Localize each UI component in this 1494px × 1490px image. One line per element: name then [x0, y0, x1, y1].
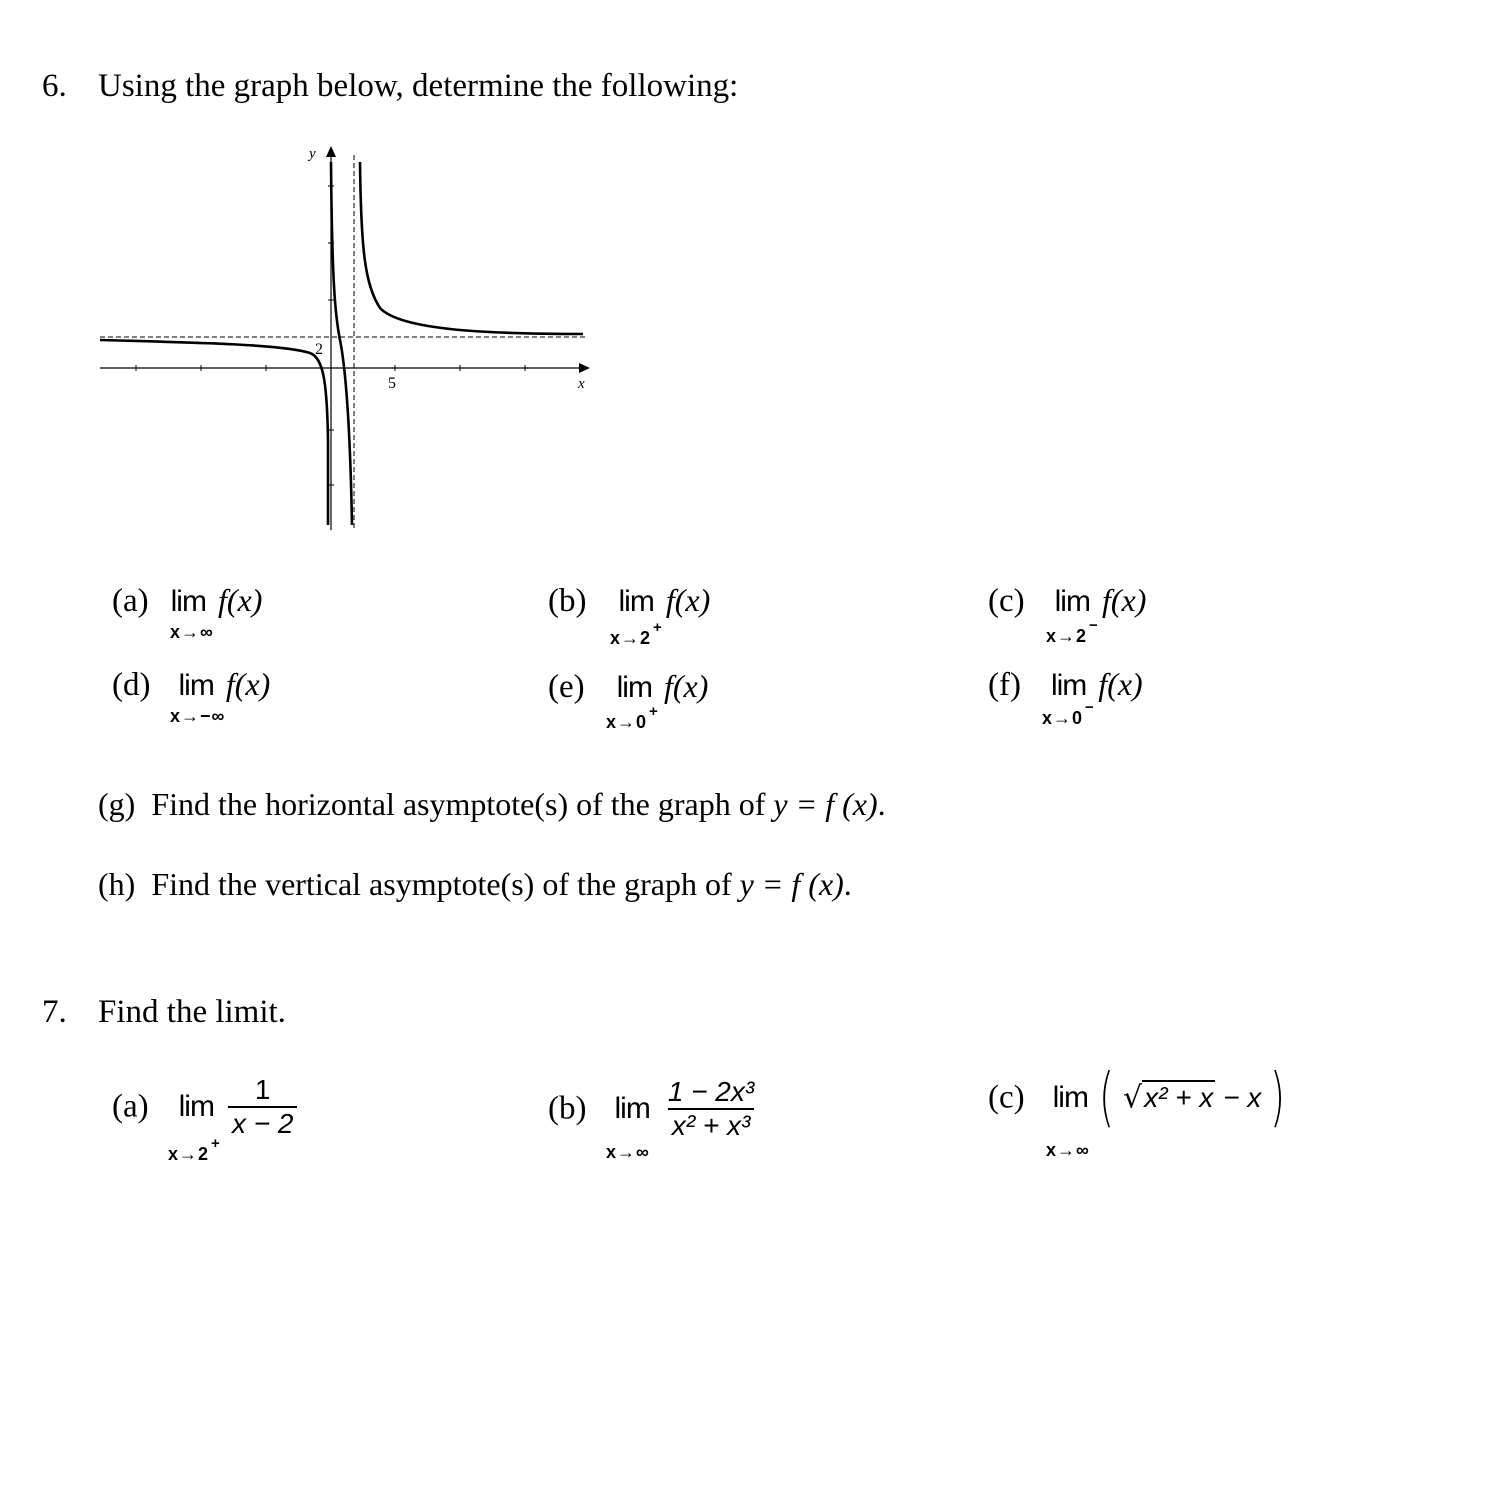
q7-part-a — [112, 1074, 297, 1140]
denominator: x² + x³ — [668, 1108, 755, 1142]
lim-word: lim — [1054, 585, 1090, 618]
q6-part-f-approach: x→0− — [1042, 699, 1095, 728]
q6-part-h: (h) Find the vertical asymptote(s) of the graph of y = f (x). — [98, 866, 852, 902]
function-notation: f(x) — [1098, 666, 1143, 702]
question-7-number: 7. — [42, 994, 67, 1030]
y-axis-label: y — [309, 146, 316, 162]
fraction — [228, 1074, 297, 1140]
lim-word: lim — [170, 585, 206, 618]
part-label: (g) — [98, 786, 136, 822]
part-h-text: Find the vertical asymptote(s) of the graph of — [151, 866, 740, 902]
q7-part-c-approach: x→∞ — [1046, 1140, 1090, 1160]
q6-part-e-approach: x→0+ — [606, 703, 659, 732]
q7-part-b-approach: x→∞ — [606, 1142, 650, 1162]
lim-word: lim — [614, 1092, 650, 1125]
q6-part-d — [112, 666, 270, 704]
part-label: (a) — [112, 583, 149, 619]
lim-word: lim — [618, 585, 654, 618]
middle-branch-curve — [331, 162, 352, 525]
x-tick-label: 5 — [388, 375, 396, 392]
part-g-math: y = f (x) — [773, 786, 878, 822]
question-7-prompt: Find the limit. — [98, 994, 286, 1030]
part-label: (b) — [548, 583, 587, 619]
q6-part-e — [548, 668, 708, 706]
denominator: x − 2 — [228, 1106, 297, 1140]
function-notation: f(x) — [1101, 582, 1147, 618]
part-label: (h) — [98, 866, 136, 902]
q6-part-a — [112, 582, 262, 620]
lim-word: lim — [178, 669, 214, 702]
q6-part-b-approach: x→2+ — [610, 619, 663, 648]
q6-part-d-approach: x→−∞ — [170, 706, 226, 726]
function-notation: f(x) — [665, 582, 711, 618]
part-label: (d) — [112, 667, 151, 703]
part-label: (b) — [548, 1090, 587, 1127]
q6-part-c-approach: x→2− — [1046, 617, 1099, 646]
q7-part-c — [988, 1061, 1290, 1135]
lim-word: lim — [1052, 1081, 1088, 1114]
left-paren-icon: ( — [1098, 1061, 1114, 1135]
q7-part-a-approach: x→2+ — [168, 1135, 221, 1164]
part-label: (f) — [988, 667, 1021, 703]
fraction — [664, 1076, 758, 1142]
q6-part-a-approach: x→∞ — [170, 622, 214, 642]
question-6-prompt: Using the graph below, determine the following: — [98, 68, 739, 104]
lim-word: lim — [1050, 669, 1087, 702]
function-notation: f(x) — [225, 666, 271, 702]
numerator: 1 — [254, 1074, 271, 1105]
q6-part-c — [988, 582, 1146, 620]
expression-rest: − x — [1215, 1082, 1262, 1113]
q6-part-g: (g) Find the horizontal asymptote(s) of the graph of y = f (x). — [98, 786, 886, 822]
sqrt-icon: √ — [1122, 1080, 1143, 1116]
q6-part-f — [988, 666, 1143, 704]
x-axis-arrow — [579, 363, 590, 373]
question-6-number: 6. — [42, 68, 67, 104]
part-g-text: Find the horizontal asymptote(s) of the graph of — [151, 786, 774, 822]
part-label: (c) — [988, 583, 1025, 619]
right-branch-curve — [360, 162, 583, 334]
x-axis-label: x — [578, 376, 585, 392]
part-h-math: y = f (x) — [739, 866, 844, 902]
radicand: x² + x — [1144, 1082, 1214, 1113]
lim-word: lim — [178, 1090, 214, 1123]
function-graph — [95, 140, 605, 540]
q7-part-b — [548, 1076, 758, 1142]
function-notation: f(x) — [663, 668, 709, 704]
numerator: 1 − 2x³ — [667, 1076, 755, 1107]
part-label: (e) — [548, 669, 585, 705]
y-axis-arrow — [326, 146, 336, 157]
function-notation: f(x) — [217, 582, 263, 618]
lim-word: lim — [616, 671, 652, 704]
y-tick-label: 2 — [315, 341, 323, 358]
q6-part-b — [548, 582, 710, 620]
part-label: (a) — [112, 1088, 149, 1125]
right-paren-icon: ) — [1270, 1061, 1286, 1135]
part-label: (c) — [988, 1079, 1025, 1116]
